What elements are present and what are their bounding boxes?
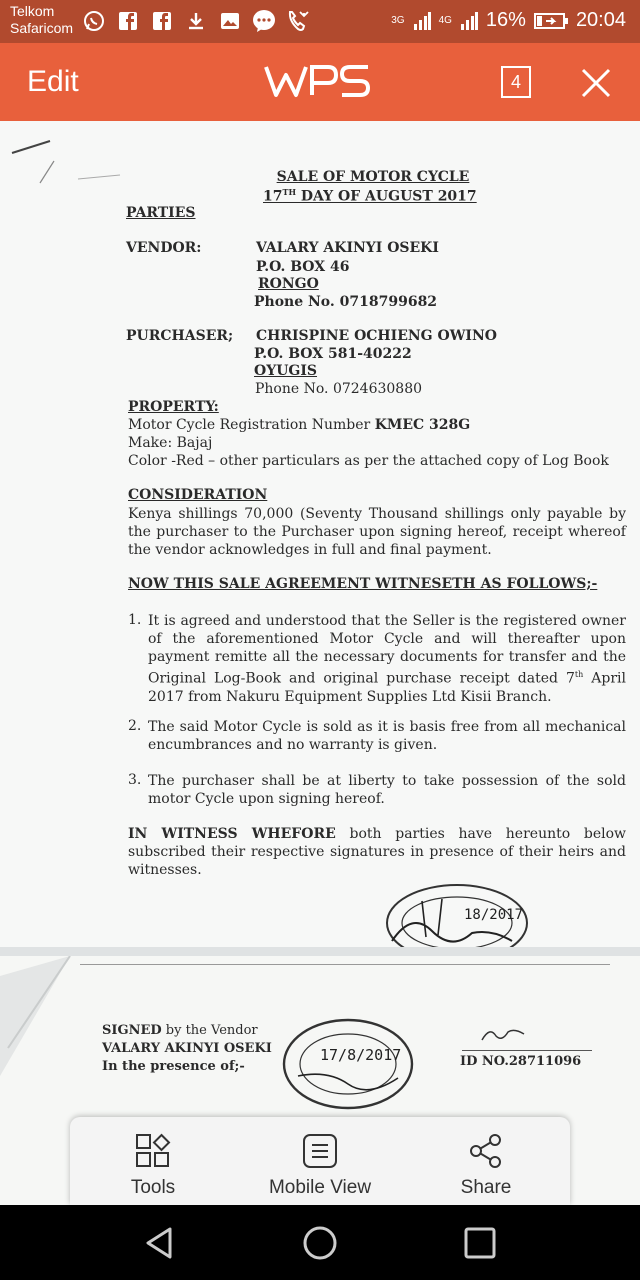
signed-line bbox=[102, 1023, 258, 1038]
status-right bbox=[391, 9, 626, 32]
bottom-toolbar bbox=[70, 1117, 570, 1205]
mobile-view-icon bbox=[300, 1131, 340, 1171]
tools-label: Tools bbox=[130, 1177, 176, 1198]
signature-line bbox=[462, 1050, 592, 1051]
presence-label: In the presence of;- bbox=[102, 1059, 245, 1074]
tools-button[interactable] bbox=[108, 1117, 198, 1205]
wps-logo-mark bbox=[262, 61, 372, 101]
network-3g-label: 3G bbox=[391, 15, 405, 26]
purchaser-phone: Phone No. 0724630880 bbox=[255, 381, 423, 397]
clause-1-part-b: April 2017 from Nakuru Equipment Supplies Ltd Kisii Branch. bbox=[148, 670, 626, 705]
download-icon bbox=[184, 9, 208, 33]
carrier-line-2: Safaricom bbox=[10, 20, 74, 36]
carrier-line-1: Telkom bbox=[10, 3, 55, 19]
registration-number: KMEC 328G bbox=[374, 417, 471, 433]
page-separator bbox=[0, 947, 640, 956]
recents-icon[interactable] bbox=[462, 1225, 498, 1261]
image-icon bbox=[218, 9, 242, 33]
company-stamp-2 bbox=[278, 1014, 418, 1110]
consideration-text: Kenya shillings 70,000 (Seventy Thousand shillings only payable by the purchaser to the Purchaser upon signing hereof, receipt whereof the vendor acknowledges in full and final payment. bbox=[128, 506, 626, 558]
home-icon[interactable] bbox=[302, 1225, 338, 1261]
clause-number: 2. bbox=[128, 718, 142, 734]
back-icon[interactable] bbox=[142, 1225, 178, 1261]
purchaser-town: OYUGIS bbox=[254, 363, 318, 379]
company-stamp bbox=[382, 881, 532, 947]
facebook-icon bbox=[116, 9, 140, 33]
stamp-2-date: 17/8/2017 bbox=[320, 1046, 402, 1064]
witness-paragraph bbox=[128, 825, 626, 879]
clock: 20:04 bbox=[575, 9, 626, 31]
property-color: Color -Red – other particulars as per the attached copy of Log Book bbox=[128, 453, 609, 469]
consideration-heading: CONSIDERATION bbox=[128, 487, 268, 503]
signal-icon bbox=[413, 12, 431, 30]
messenger-icon bbox=[252, 9, 276, 33]
pen-mark bbox=[8, 131, 128, 191]
clause-text: The said Motor Cycle is sold as it is basis free from all mechanical encumbrances and no warranty is given. bbox=[148, 719, 626, 753]
wps-logo bbox=[262, 61, 372, 106]
signed-bold: SIGNED bbox=[102, 1023, 162, 1038]
signal-icon bbox=[460, 12, 478, 30]
whatsapp-icon bbox=[82, 9, 106, 33]
carrier-name bbox=[10, 3, 73, 37]
vendor-signature bbox=[478, 1024, 528, 1046]
purchaser-box: P.O. BOX 581-40222 bbox=[254, 346, 412, 362]
agreement-heading: NOW THIS SALE AGREEMENT WITNESETH AS FOLLOWS;- bbox=[128, 576, 598, 592]
clause-number: 1. bbox=[128, 612, 142, 628]
witness-lead: IN WITNESS WHEFORE bbox=[128, 826, 336, 842]
signed-rest: by the Vendor bbox=[161, 1023, 258, 1038]
vendor-box: P.O. BOX 46 bbox=[256, 259, 350, 275]
close-icon[interactable] bbox=[580, 67, 612, 99]
property-registration bbox=[128, 417, 470, 433]
vendor-phone: Phone No. 0718799682 bbox=[254, 294, 438, 310]
mobile-view-label: Mobile View bbox=[268, 1177, 372, 1198]
network-4g-label: 4G bbox=[438, 15, 452, 26]
clause-1-sup: th bbox=[574, 670, 584, 679]
clause-1-part-a: It is agreed and understood that the Seller is the registered owner of the aforementioned Motor Cycle and will thereafter upon payment remitte all the necessary documents for transfer and the Original Log-Book and original purchase receipt dated 7 bbox=[148, 613, 626, 687]
vendor-name: VALARY AKINYI OSEKI bbox=[256, 240, 439, 256]
edit-button[interactable]: Edit bbox=[27, 65, 79, 98]
page-count-button[interactable]: 4 bbox=[501, 66, 531, 98]
facebook-icon bbox=[150, 9, 174, 33]
parties-heading: PARTIES bbox=[126, 205, 196, 221]
clause-text bbox=[148, 612, 626, 706]
share-label: Share bbox=[460, 1177, 512, 1198]
purchaser-name: CHRISPINE OCHIENG OWINO bbox=[256, 328, 497, 344]
clause-number: 3. bbox=[128, 772, 142, 788]
document-page-1 bbox=[0, 121, 640, 947]
purchaser-label: PURCHASER; bbox=[126, 328, 234, 344]
share-button[interactable] bbox=[440, 1117, 532, 1205]
page-rule bbox=[80, 964, 610, 965]
witness-text: both parties have hereunto below subscribed their respective signatures in presence of their heirs and witnesses. bbox=[128, 826, 627, 878]
page-fold-shadow bbox=[0, 956, 90, 1076]
tools-icon bbox=[133, 1131, 173, 1171]
document-view[interactable] bbox=[0, 121, 640, 1205]
document-date bbox=[263, 187, 477, 205]
clause-text: The purchaser shall be at liberty to take possession of the sold motor Cycle upon signing hereof. bbox=[148, 773, 626, 807]
property-make: Make: Bajaj bbox=[128, 435, 213, 451]
share-icon bbox=[466, 1131, 506, 1171]
status-bar bbox=[0, 0, 640, 43]
missed-call-icon bbox=[286, 9, 310, 33]
vendor-label: VENDOR: bbox=[126, 240, 202, 256]
vendor-signatory: VALARY AKINYI OSEKI bbox=[102, 1041, 272, 1056]
battery-charging-icon bbox=[534, 12, 568, 30]
date-day: 17 bbox=[263, 188, 283, 205]
battery-percent: 16% bbox=[485, 9, 526, 31]
mobile-view-button[interactable] bbox=[260, 1117, 380, 1205]
document-title: SALE OF MOTOR CYCLE bbox=[276, 169, 470, 185]
notification-icons bbox=[82, 9, 310, 33]
system-nav-bar bbox=[0, 1205, 640, 1280]
app-bar bbox=[0, 43, 640, 121]
vendor-town: RONGO bbox=[258, 276, 319, 292]
id-number: ID NO.28711096 bbox=[460, 1054, 582, 1069]
stamp-date: 18/2017 bbox=[464, 907, 524, 923]
property-heading: PROPERTY: bbox=[128, 399, 219, 415]
date-sup: TH bbox=[282, 187, 296, 197]
date-rest: DAY OF AUGUST 2017 bbox=[296, 188, 477, 205]
registration-label: Motor Cycle Registration Number bbox=[128, 417, 375, 433]
